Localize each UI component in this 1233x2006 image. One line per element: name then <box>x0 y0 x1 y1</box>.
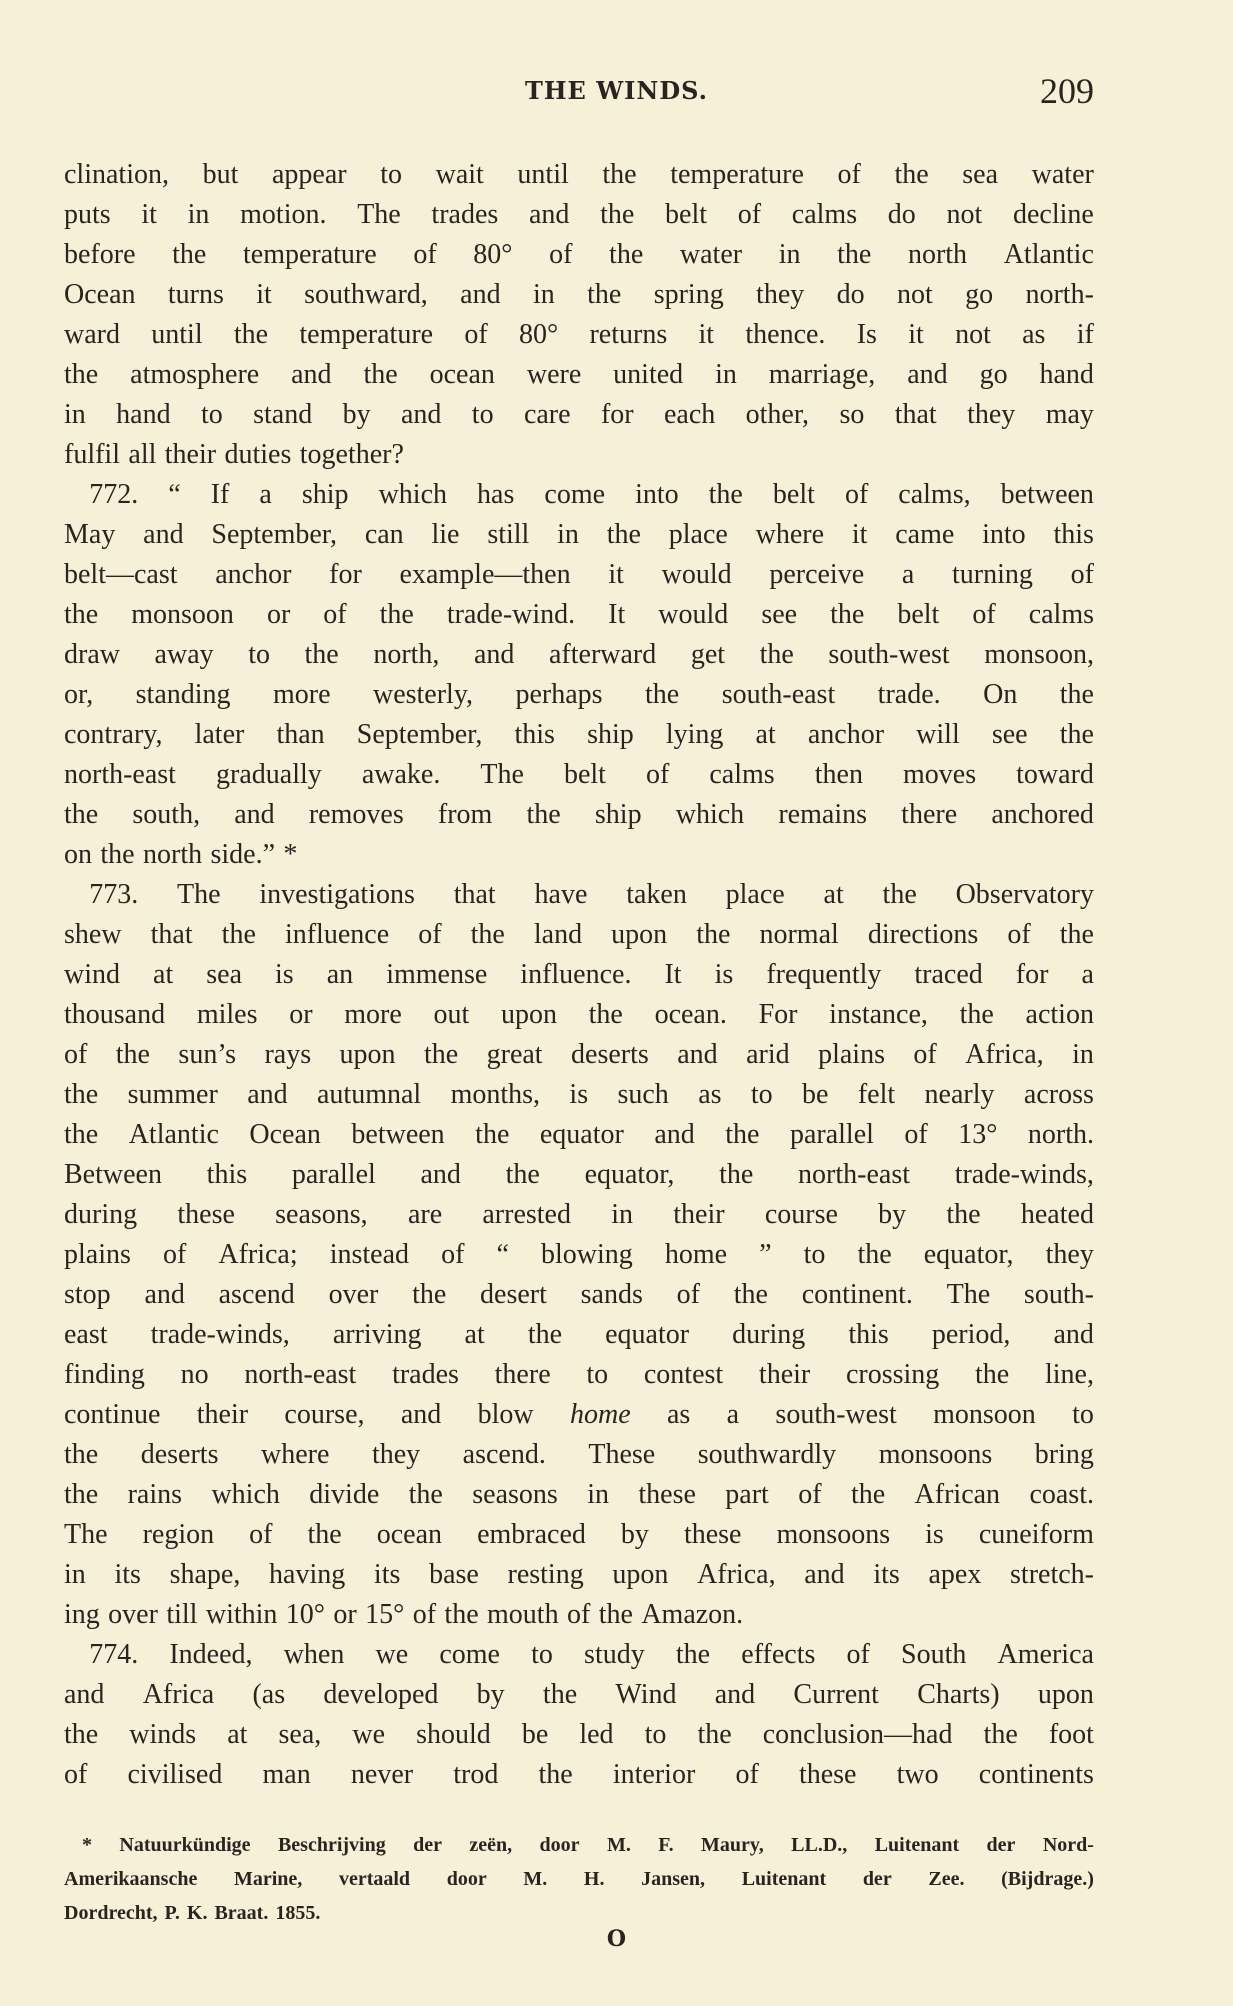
text-line: the monsoon or of the trade-wind. It would see the belt of calms <box>64 599 1094 630</box>
text-line: the rains which divide the seasons in these part of the African coast. <box>64 1479 1094 1510</box>
text-line: Between this parallel and the equator, the north-east trade-winds, <box>64 1159 1094 1190</box>
text-line: ing over till within 10° or 15° of the mouth of the Amazon. <box>64 1599 744 1630</box>
footnote-line: * Natuurkündige Beschrijving der zeën, door M. F. Maury, LL.D., Luitenant der Nord- <box>82 1834 1094 1856</box>
text-line: Ocean turns it southward, and in the spring they do not go north- <box>64 279 1094 310</box>
text-line: shew that the influence of the land upon the normal directions of the <box>64 919 1094 950</box>
text-line: of civilised man never trod the interior of these two continents <box>64 1759 1094 1790</box>
text-line: the Atlantic Ocean between the equator and the parallel of 13° north. <box>64 1119 1094 1150</box>
text-line: The region of the ocean embraced by these monsoons is cuneiform <box>64 1519 1094 1550</box>
text-line: clination, but appear to wait until the temperature of the sea water <box>64 159 1094 190</box>
text-line: ward until the temperature of 80° returns it thence. Is it not as if <box>64 319 1094 350</box>
body-text <box>64 155 1094 1795</box>
text-line: on the north side.” * <box>64 839 298 870</box>
text-line: the winds at sea, we should be led to the conclusion—had the foot <box>64 1719 1094 1750</box>
text-line: the south, and removes from the ship which remains there anchored <box>64 799 1094 830</box>
text-line: during these seasons, are arrested in their course by the heated <box>64 1199 1094 1230</box>
running-header: THE WINDS. <box>525 76 708 105</box>
text-line: in its shape, having its base resting upon Africa, and its apex stretch- <box>64 1559 1094 1590</box>
text-line: the atmosphere and the ocean were united in marriage, and go hand <box>64 359 1094 390</box>
text-line: wind at sea is an immense influence. It is frequently traced for a <box>64 959 1094 990</box>
text-line: of the sun’s rays upon the great deserts and arid plains of Africa, in <box>64 1039 1094 1070</box>
text-line: continue their course, and blow home as a south-west monsoon to <box>64 1399 1094 1430</box>
text-line: finding no north-east trades there to contest their crossing the line, <box>64 1359 1094 1390</box>
text-line: belt—cast anchor for example—then it would perceive a turning of <box>64 559 1094 590</box>
text-line: draw away to the north, and afterward get the south-west monsoon, <box>64 639 1094 670</box>
text-line: 774. Indeed, when we come to study the effects of South America <box>89 1639 1094 1670</box>
text-line: 772. “ If a ship which has come into the belt of calms, between <box>89 479 1094 510</box>
text-line: the deserts where they ascend. These southwardly monsoons bring <box>64 1439 1094 1470</box>
signature-mark: O <box>606 1926 627 1952</box>
text-line: in hand to stand by and to care for each other, so that they may <box>64 399 1094 430</box>
text-line: 773. The investigations that have taken place at the Observatory <box>89 879 1094 910</box>
text-line: puts it in motion. The trades and the belt of calms do not decline <box>64 199 1094 230</box>
text-line: before the temperature of 80° of the water in the north Atlantic <box>64 239 1094 270</box>
text-line: east trade-winds, arriving at the equator during this period, and <box>64 1319 1094 1350</box>
text-line: stop and ascend over the desert sands of the continent. The south- <box>64 1279 1094 1310</box>
text-line: May and September, can lie still in the place where it came into this <box>64 519 1094 550</box>
footnote-line: Dordrecht, P. K. Braat. 1855. <box>64 1902 321 1924</box>
text-line: and Africa (as developed by the Wind and Current Charts) upon <box>64 1679 1094 1710</box>
page-number: 209 <box>1040 71 1094 111</box>
text-line: or, standing more westerly, perhaps the south-east trade. On the <box>64 679 1094 710</box>
footnote-line: Amerikaansche Marine, vertaald door M. H. Jansen, Luitenant der Zee. (Bijdrage.) <box>64 1868 1094 1890</box>
text-line: thousand miles or more out upon the ocean. For instance, the action <box>64 999 1094 1030</box>
footnote <box>64 1828 1094 1930</box>
text-line: fulfil all their duties together? <box>64 439 404 470</box>
text-line: the summer and autumnal months, is such as to be felt nearly across <box>64 1079 1094 1110</box>
text-line: north-east gradually awake. The belt of calms then moves toward <box>64 759 1094 790</box>
text-line: contrary, later than September, this ship lying at anchor will see the <box>64 719 1094 750</box>
text-line: plains of Africa; instead of “ blowing home ” to the equator, they <box>64 1239 1094 1270</box>
